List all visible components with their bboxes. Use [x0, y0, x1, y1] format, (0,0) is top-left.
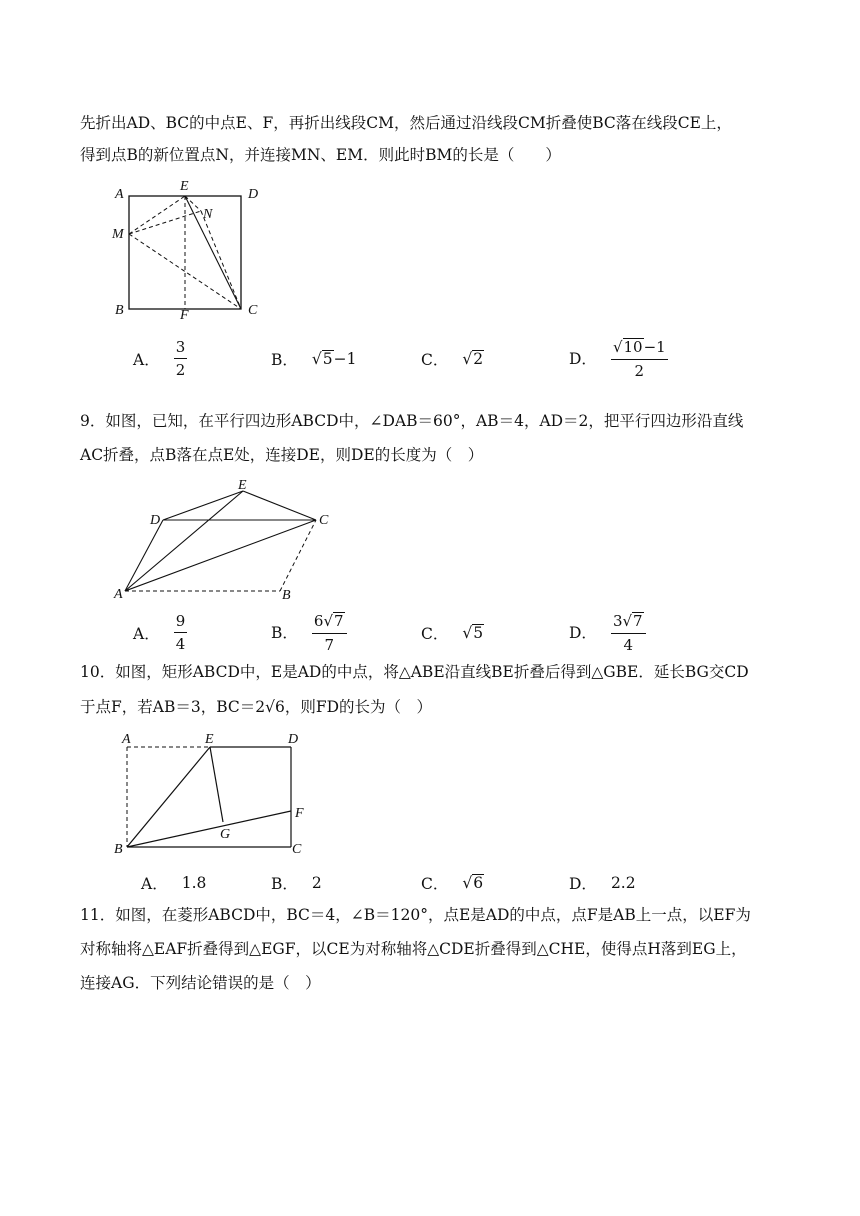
option-numerator: 9 — [174, 614, 188, 633]
option-radicand: 6 — [473, 873, 484, 892]
q9-option-c[interactable]: C． √5 — [421, 623, 484, 643]
q11-line3: 连接AG．下列结论错误的是（ ） — [80, 974, 321, 992]
q10-label-c: C — [292, 842, 302, 857]
q10-seg-bf — [127, 811, 291, 847]
option-label: D． — [569, 624, 597, 643]
q9-label-d: D — [150, 513, 161, 528]
option-label: D． — [569, 350, 597, 369]
option-value: 2 — [311, 874, 322, 892]
q10-option-d[interactable] — [569, 872, 636, 894]
option-radicand: 7 — [334, 612, 344, 630]
q9-seg-ae — [125, 491, 243, 591]
q8-label-n: N — [203, 207, 213, 222]
q10-figure — [110, 728, 320, 860]
option-label: C． — [421, 875, 449, 893]
q8-option-b[interactable]: B． √5 −1 — [271, 349, 357, 369]
q10-option-b[interactable] — [271, 872, 322, 894]
q9-side-ad — [125, 520, 163, 591]
q8-label-a: A — [115, 187, 124, 202]
q8-line2: 得到点B的新位置点N，并连接MN、EM．则此时BM的长是（ ） — [80, 146, 561, 164]
option-radicand: 10 — [623, 338, 643, 356]
option-label: A． — [133, 351, 160, 369]
q10-seg-eg — [210, 747, 223, 822]
option-denominator: 2 — [634, 361, 645, 380]
option-denominator: 2 — [175, 361, 186, 379]
option-denominator: 7 — [324, 635, 334, 654]
option-radicand: 5 — [473, 623, 484, 642]
q9-label-a: A — [114, 587, 123, 602]
q10-label-f: F — [295, 806, 304, 821]
q10-option-a[interactable] — [141, 872, 206, 894]
option-radicand: 5 — [322, 349, 333, 368]
q9-diag-ac — [125, 520, 316, 591]
option-label: D． — [569, 875, 597, 893]
q8-label-c: C — [248, 303, 258, 318]
q9-option-b[interactable]: B． $\frac{6√7}{7}$ — [271, 612, 347, 653]
q10-label-e: E — [205, 732, 214, 747]
q10-line1: 10．如图，矩形ABCD中，E是AD的中点，将△ABE沿直线BE折叠后得到△GBE．延长BG交CD — [80, 663, 749, 681]
q9-label-e: E — [238, 478, 247, 493]
q10-option-c[interactable]: C． √6 — [421, 873, 484, 893]
q11-line1: 11．如图，在菱形ABCD中，BC＝4，∠B＝120°，点E是AD的中点，点F是AB上一点，以EF为 — [80, 906, 751, 924]
q8-figure — [105, 178, 275, 323]
option-value: 2.2 — [610, 874, 636, 892]
option-label: C． — [421, 625, 449, 643]
q9-seg-ec — [243, 491, 316, 520]
q9-line2: AC折叠，点B落在点E处，连接DE，则DE的长度为（ ） — [80, 446, 484, 464]
q8-line1: 先折出AD、BC的中点E、F，再折出线段CM，然后通过沿线段CM折叠使BC落在线段CE上， — [80, 114, 732, 132]
option-label: A． — [141, 875, 168, 893]
q8-seg-mn — [129, 211, 201, 234]
option-suffix: −1 — [643, 338, 666, 356]
option-label: A． — [133, 625, 160, 643]
q8-label-f: F — [180, 308, 189, 323]
option-label: C． — [421, 351, 449, 369]
q9-label-b: B — [282, 588, 291, 603]
option-denominator: 4 — [623, 635, 634, 654]
option-suffix: −1 — [333, 350, 357, 368]
option-radicand: 2 — [473, 349, 484, 368]
q8-label-d: D — [248, 187, 259, 202]
option-numerator: 3 — [174, 340, 188, 359]
q9-side-bc — [280, 520, 316, 591]
q8-label-b: B — [115, 303, 124, 318]
q11-line2: 对称轴将△EAF折叠得到△EGF，以CE为对称轴将△CDE折叠得到△CHE，使得点H落到EG上， — [80, 940, 747, 958]
option-label: B． — [271, 624, 298, 643]
q8-option-c[interactable]: C． √2 — [421, 349, 484, 369]
q9-figure — [108, 478, 348, 603]
q10-label-b: B — [114, 842, 123, 857]
option-radicand: 7 — [633, 612, 643, 630]
q9-option-a[interactable] — [133, 614, 187, 652]
option-label: B． — [271, 351, 298, 369]
q10-line2: 于点F，若AB＝3，BC＝2√6，则FD的长为（ ） — [80, 698, 433, 716]
q10-label-a: A — [122, 732, 131, 747]
q9-option-d[interactable]: D． $\frac{3√7}{4}$ — [569, 612, 646, 653]
q8-option-d[interactable]: D． $\frac{√10-1}{2}$ — [569, 338, 666, 380]
q8-label-e: E — [180, 179, 189, 194]
option-label: B． — [271, 875, 298, 893]
q8-seg-em — [129, 196, 185, 234]
q9-seg-de — [163, 491, 243, 520]
q8-label-m: M — [112, 227, 124, 242]
option-denominator: 4 — [175, 635, 186, 653]
q10-label-g: G — [220, 827, 231, 842]
q9-label-c: C — [319, 513, 329, 528]
q9-line1: 9．如图，已知，在平行四边形ABCD中，∠DAB＝60°，AB＝4，AD＝2，把平行四边形沿直线 — [80, 412, 744, 430]
option-coefficient: 6 — [313, 612, 324, 630]
option-coefficient: 3 — [612, 612, 623, 630]
option-value: 1.8 — [181, 874, 207, 892]
q8-seg-ce — [185, 196, 241, 309]
q8-option-a[interactable] — [133, 340, 187, 378]
q10-label-d: D — [288, 732, 299, 747]
